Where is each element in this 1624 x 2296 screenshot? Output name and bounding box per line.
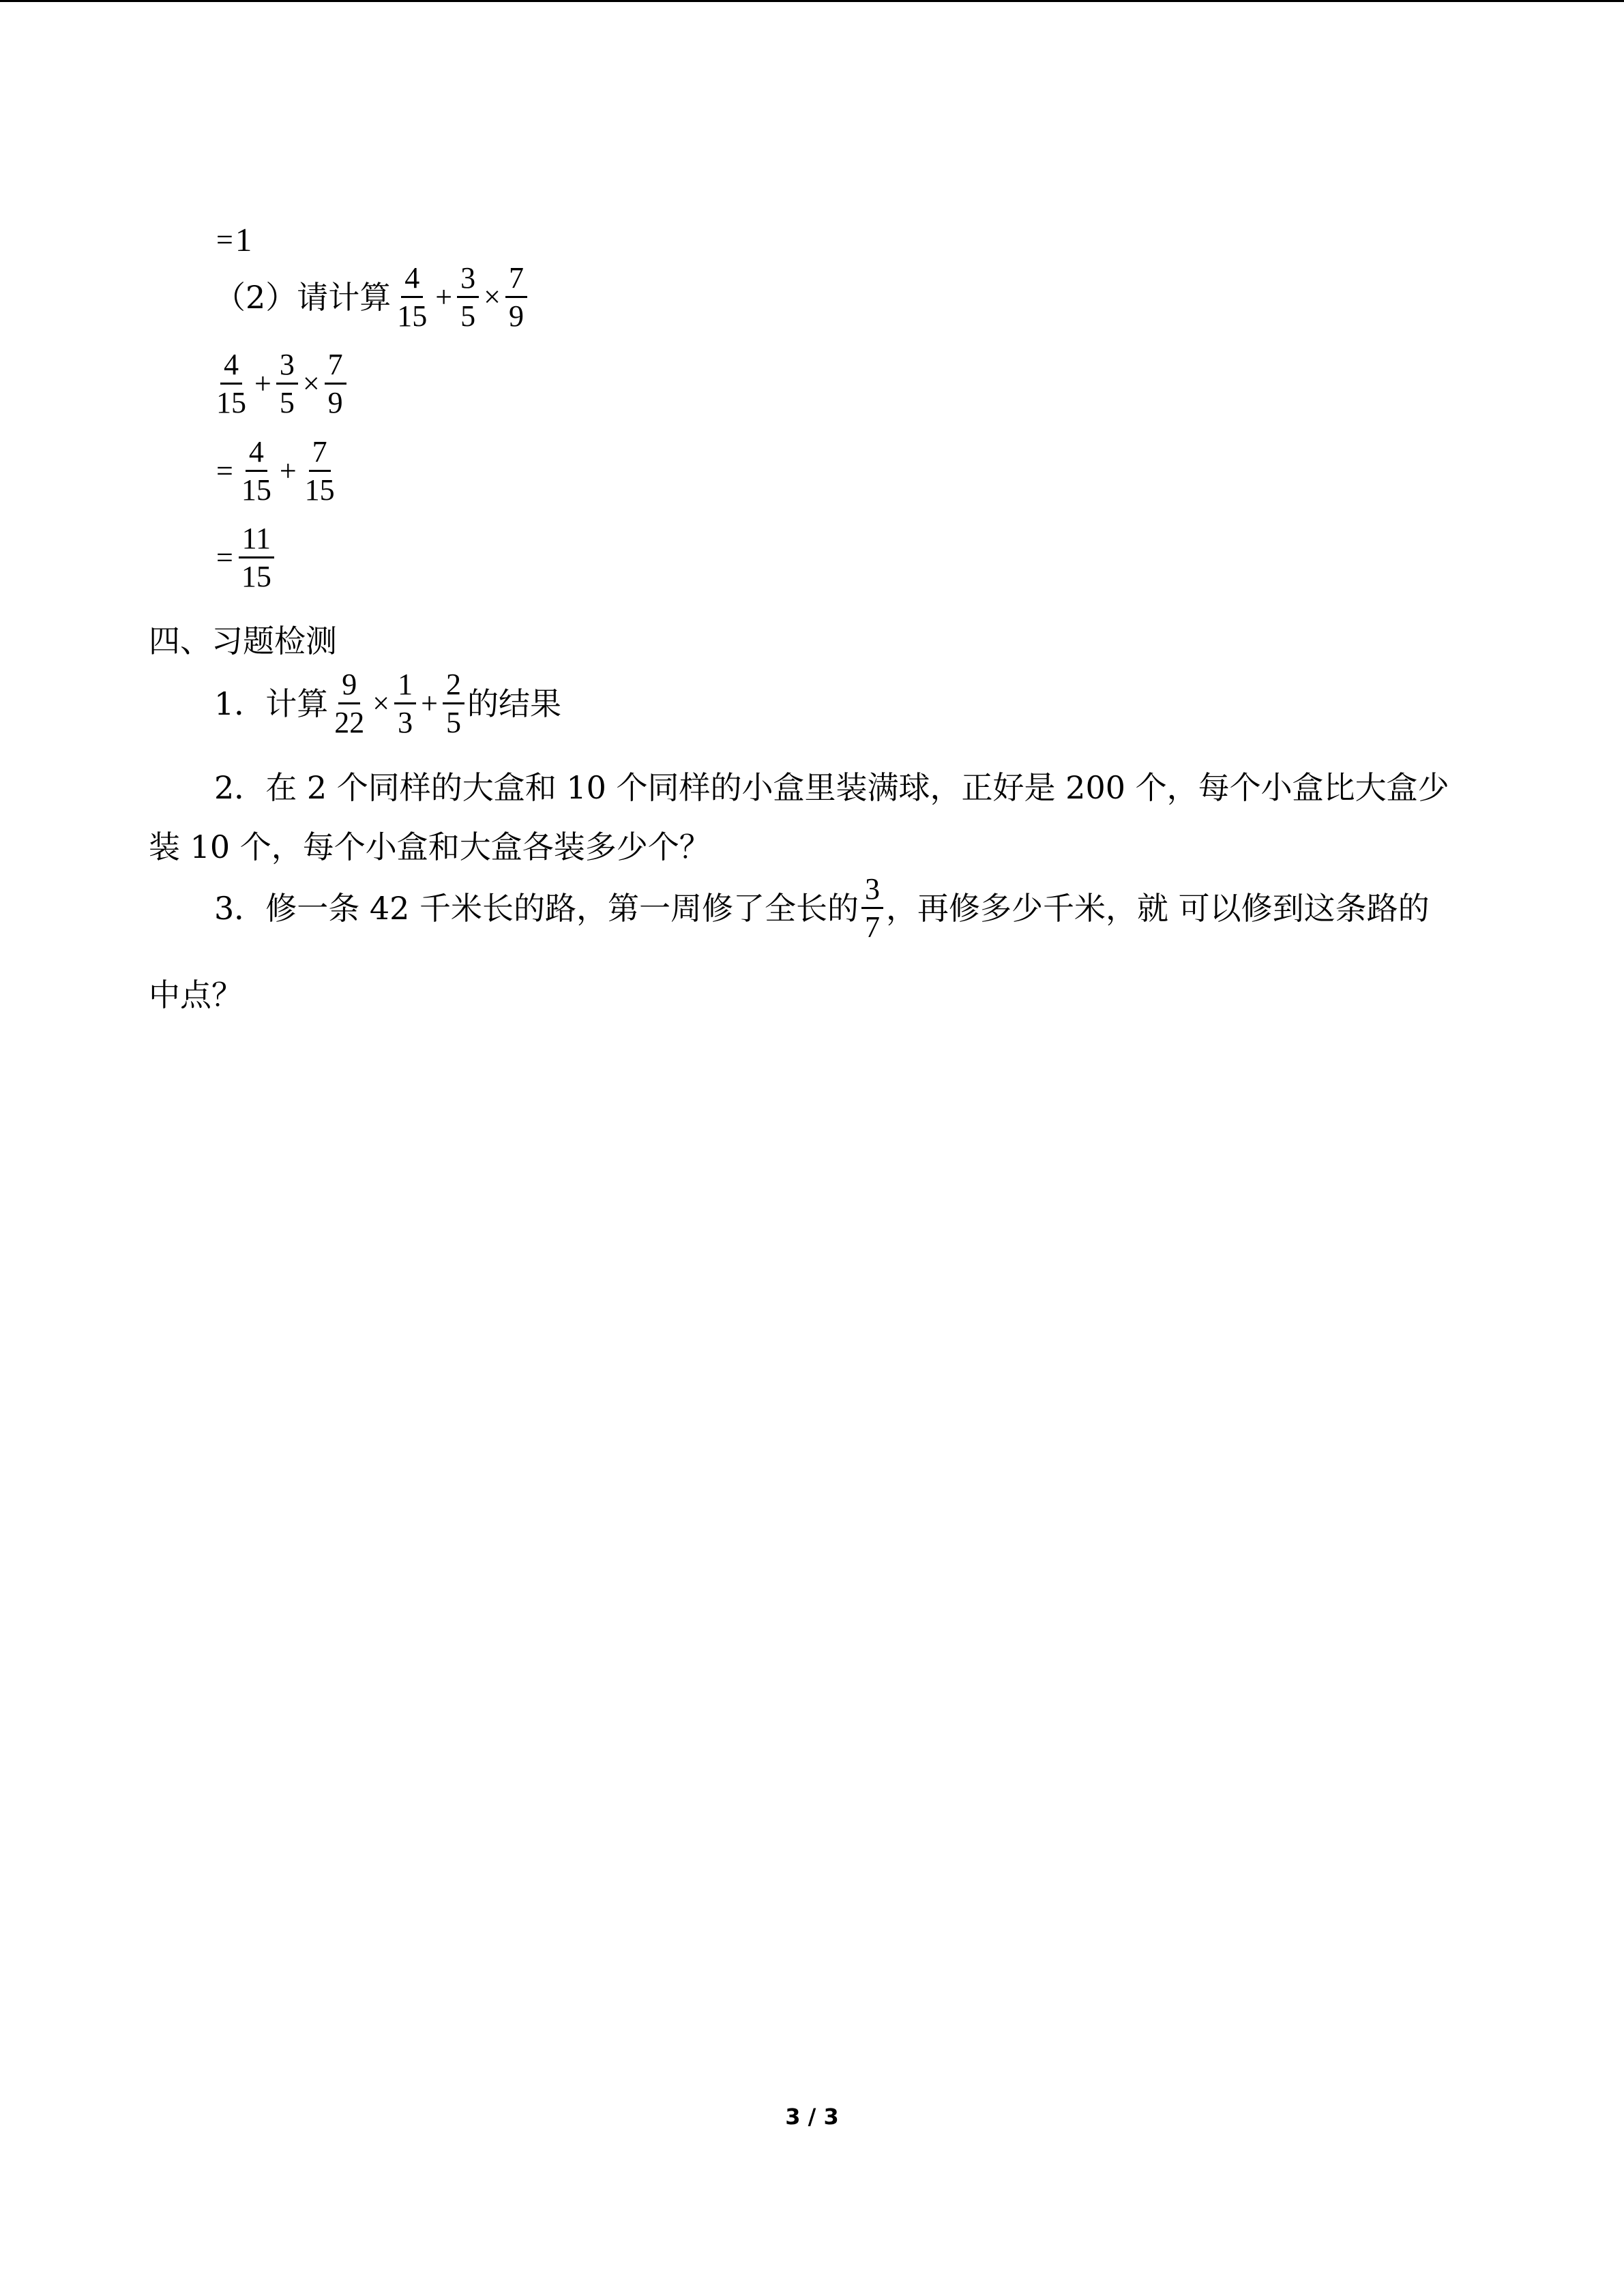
- section-4-heading: 四、习题检测: [149, 623, 337, 659]
- denominator: 3: [398, 706, 413, 740]
- denominator: 7: [865, 910, 881, 944]
- page-number: 3 / 3: [785, 2104, 839, 2130]
- denominator: 9: [508, 299, 524, 333]
- fraction: [394, 668, 416, 740]
- numerator: 9: [338, 668, 360, 704]
- solution-step-3: [214, 522, 278, 594]
- exercise-3-suffix: ，再修多少千米，就 可以修到这条路的: [886, 889, 1430, 927]
- denominator: 22: [334, 706, 365, 740]
- exercise-2-line-1: [214, 769, 1449, 806]
- page-top-border: [0, 0, 1624, 2]
- numerator: 3: [861, 872, 883, 909]
- exercise-3-text-2: 中点？: [149, 976, 243, 1013]
- exercise-2-line-2: [149, 831, 711, 863]
- plus-sign: +: [254, 366, 271, 400]
- denominator: 15: [304, 473, 335, 507]
- equals-sign: =: [216, 540, 233, 574]
- fraction: [238, 435, 275, 507]
- plus-sign: +: [435, 280, 453, 314]
- denominator: 15: [241, 473, 271, 507]
- denominator: 5: [279, 386, 295, 420]
- solution-step-2: [214, 435, 341, 507]
- fraction: [325, 348, 346, 420]
- exercise-2-text-1: 2．在 2 个同样的大盒和 10 个同样的小盒里装满球，正好是 200 个，每个小盒比大盒少: [214, 769, 1449, 806]
- numerator: 4: [401, 261, 423, 298]
- exercise-3-line-2: [149, 976, 243, 1013]
- times-sign: ×: [302, 366, 320, 400]
- times-sign: ×: [484, 280, 501, 314]
- plus-sign: +: [421, 686, 438, 720]
- numerator: 7: [309, 435, 331, 472]
- equals-sign: =: [216, 453, 233, 488]
- question-2-label: （2）请计算: [214, 278, 392, 316]
- numerator: 4: [246, 435, 267, 472]
- denominator: 9: [327, 386, 343, 420]
- exercise-3-prefix: 3．修一条 42 千米长的路，第一周修了全长的: [214, 889, 859, 927]
- numerator: 4: [220, 348, 242, 385]
- denominator: 15: [216, 386, 246, 420]
- plus-sign: +: [279, 453, 297, 488]
- question-2-line: [214, 261, 530, 333]
- exercise-3-line-1: [214, 872, 1430, 944]
- exercise-1-suffix: 的结果: [467, 685, 561, 722]
- numerator: 2: [443, 668, 464, 704]
- fraction: [331, 668, 368, 740]
- section-heading: [149, 625, 337, 657]
- result-line: [214, 223, 252, 256]
- solution-step-1: [213, 348, 349, 420]
- numerator: 3: [457, 261, 479, 298]
- denominator: 5: [460, 299, 476, 333]
- numerator: 3: [276, 348, 298, 385]
- exercise-1-prefix: 1．计算: [214, 685, 329, 722]
- denominator: 15: [241, 560, 271, 594]
- times-sign: ×: [372, 686, 390, 720]
- numerator: 7: [505, 261, 527, 298]
- fraction: [861, 872, 883, 944]
- fraction: [301, 435, 338, 507]
- numerator: 11: [239, 522, 274, 558]
- fraction: [213, 348, 250, 420]
- equals-sign: =: [216, 222, 233, 256]
- result-value: 1: [235, 221, 252, 258]
- numerator: 7: [325, 348, 346, 385]
- fraction: [505, 261, 527, 333]
- fraction: [238, 522, 275, 594]
- denominator: 15: [397, 299, 428, 333]
- numerator: 1: [394, 668, 416, 704]
- fraction: [394, 261, 430, 333]
- fraction: [276, 348, 298, 420]
- exercise-1: [214, 668, 561, 740]
- fraction: [457, 261, 479, 333]
- denominator: 5: [445, 706, 461, 740]
- fraction: [443, 668, 464, 740]
- exercise-2-text-2: 装 10 个，每个小盒和大盒各装多少个？: [149, 829, 711, 865]
